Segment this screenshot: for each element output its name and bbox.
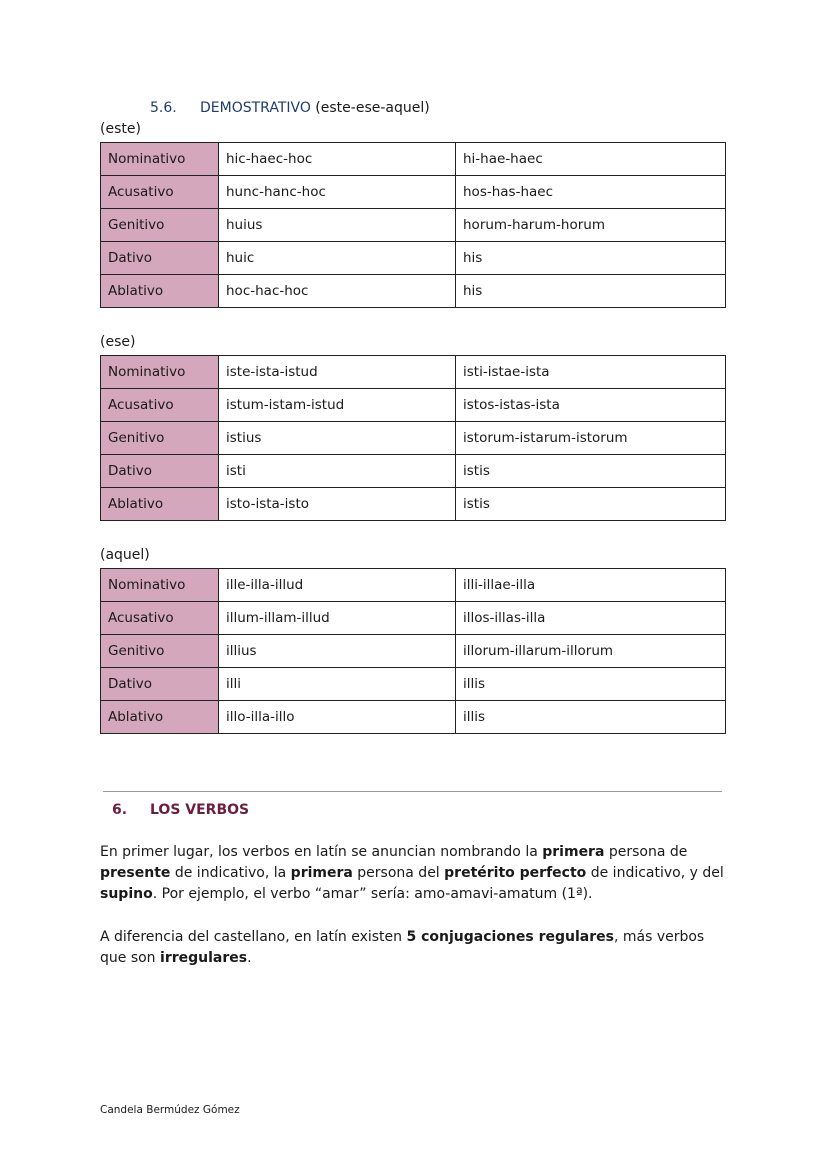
table-label-aquel: (aquel) — [100, 547, 150, 563]
paragraph-text: persona de — [604, 844, 688, 860]
table-label-ese: (ese) — [100, 334, 136, 350]
table-row — [101, 143, 726, 176]
table-row — [101, 275, 726, 308]
subsection-heading — [150, 100, 430, 116]
case-cell: Acusativo — [101, 389, 219, 422]
plural-cell: istorum-istarum-istorum — [456, 422, 726, 455]
plural-cell: istis — [456, 488, 726, 521]
paragraph-text: En primer lugar, los verbos en latín se anuncian nombrando la — [100, 844, 543, 860]
paragraph-bold: irregulares — [160, 950, 248, 966]
section-number: 6. — [112, 802, 128, 818]
singular-cell: huic — [219, 242, 456, 275]
case-cell: Ablativo — [101, 701, 219, 734]
case-cell: Nominativo — [101, 143, 219, 176]
case-cell: Nominativo — [101, 569, 219, 602]
singular-cell: illo-illa-illo — [219, 701, 456, 734]
plural-cell: illos-illas-illa — [456, 602, 726, 635]
table-row — [101, 668, 726, 701]
plural-cell: horum-harum-horum — [456, 209, 726, 242]
subsection-number: 5.6. — [150, 100, 177, 116]
plural-cell: his — [456, 242, 726, 275]
plural-cell: istos-istas-ista — [456, 389, 726, 422]
declension-table-este — [100, 142, 726, 308]
singular-cell: hunc-hanc-hoc — [219, 176, 456, 209]
case-cell: Dativo — [101, 668, 219, 701]
plural-cell: istis — [456, 455, 726, 488]
singular-cell: istum-istam-istud — [219, 389, 456, 422]
paragraph-text: persona del — [352, 865, 445, 881]
table-row — [101, 422, 726, 455]
singular-cell: iste-ista-istud — [219, 356, 456, 389]
case-cell: Nominativo — [101, 356, 219, 389]
case-cell: Acusativo — [101, 602, 219, 635]
table-row — [101, 635, 726, 668]
table-label-este: (este) — [100, 121, 141, 137]
paragraph-text: de indicativo, y del — [586, 865, 724, 881]
singular-cell: isto-ista-isto — [219, 488, 456, 521]
section-heading — [112, 802, 249, 818]
singular-cell: huius — [219, 209, 456, 242]
paragraph-bold: primera — [542, 844, 605, 860]
intro-paragraph — [100, 842, 730, 905]
table-row — [101, 488, 726, 521]
paragraph-bold: presente — [100, 865, 171, 881]
plural-cell: hi-hae-haec — [456, 143, 726, 176]
singular-cell: illi — [219, 668, 456, 701]
declension-table-aquel — [100, 568, 726, 734]
singular-cell: illum-illam-illud — [219, 602, 456, 635]
paragraph-text: , más verbos que son — [100, 929, 705, 966]
singular-cell: isti — [219, 455, 456, 488]
table-row — [101, 569, 726, 602]
paragraph-bold: pretérito perfecto — [444, 865, 587, 881]
singular-cell: istius — [219, 422, 456, 455]
case-cell: Ablativo — [101, 488, 219, 521]
plural-cell: illis — [456, 701, 726, 734]
table-row — [101, 242, 726, 275]
paragraph-bold: 5 conjugaciones regulares — [406, 929, 614, 945]
plural-cell: his — [456, 275, 726, 308]
plural-cell: illi-illae-illa — [456, 569, 726, 602]
singular-cell: ille-illa-illud — [219, 569, 456, 602]
case-cell: Dativo — [101, 455, 219, 488]
plural-cell: illorum-illarum-illorum — [456, 635, 726, 668]
case-cell: Dativo — [101, 242, 219, 275]
plural-cell: illis — [456, 668, 726, 701]
table-row — [101, 176, 726, 209]
declension-table-ese — [100, 355, 726, 521]
subsection-subtitle: (este-ese-aquel) — [310, 100, 430, 116]
singular-cell: illius — [219, 635, 456, 668]
case-cell: Genitivo — [101, 422, 219, 455]
table-row — [101, 209, 726, 242]
subsection-title: DEMOSTRATIVO — [200, 100, 311, 116]
case-cell: Ablativo — [101, 275, 219, 308]
table-row — [101, 602, 726, 635]
section-divider — [103, 791, 722, 792]
footer-author: Candela Bermúdez Gómez — [100, 1104, 240, 1116]
table-row — [101, 356, 726, 389]
paragraph-bold: supino — [100, 886, 153, 902]
paragraph-text: de indicativo, la — [170, 865, 291, 881]
case-cell: Genitivo — [101, 209, 219, 242]
section-title: LOS VERBOS — [150, 802, 250, 818]
plural-cell: hos-has-haec — [456, 176, 726, 209]
paragraph-bold: primera — [290, 865, 353, 881]
paragraph-text: . — [247, 950, 252, 966]
case-cell: Acusativo — [101, 176, 219, 209]
conjugations-paragraph — [100, 927, 730, 969]
paragraph-text: . Por ejemplo, el verbo “amar” sería: amo-amavi-amatum (1ª). — [152, 886, 593, 902]
singular-cell: hoc-hac-hoc — [219, 275, 456, 308]
case-cell: Genitivo — [101, 635, 219, 668]
singular-cell: hic-haec-hoc — [219, 143, 456, 176]
table-row — [101, 389, 726, 422]
table-row — [101, 455, 726, 488]
paragraph-text: A diferencia del castellano, en latín existen — [100, 929, 407, 945]
plural-cell: isti-istae-ista — [456, 356, 726, 389]
table-row — [101, 701, 726, 734]
